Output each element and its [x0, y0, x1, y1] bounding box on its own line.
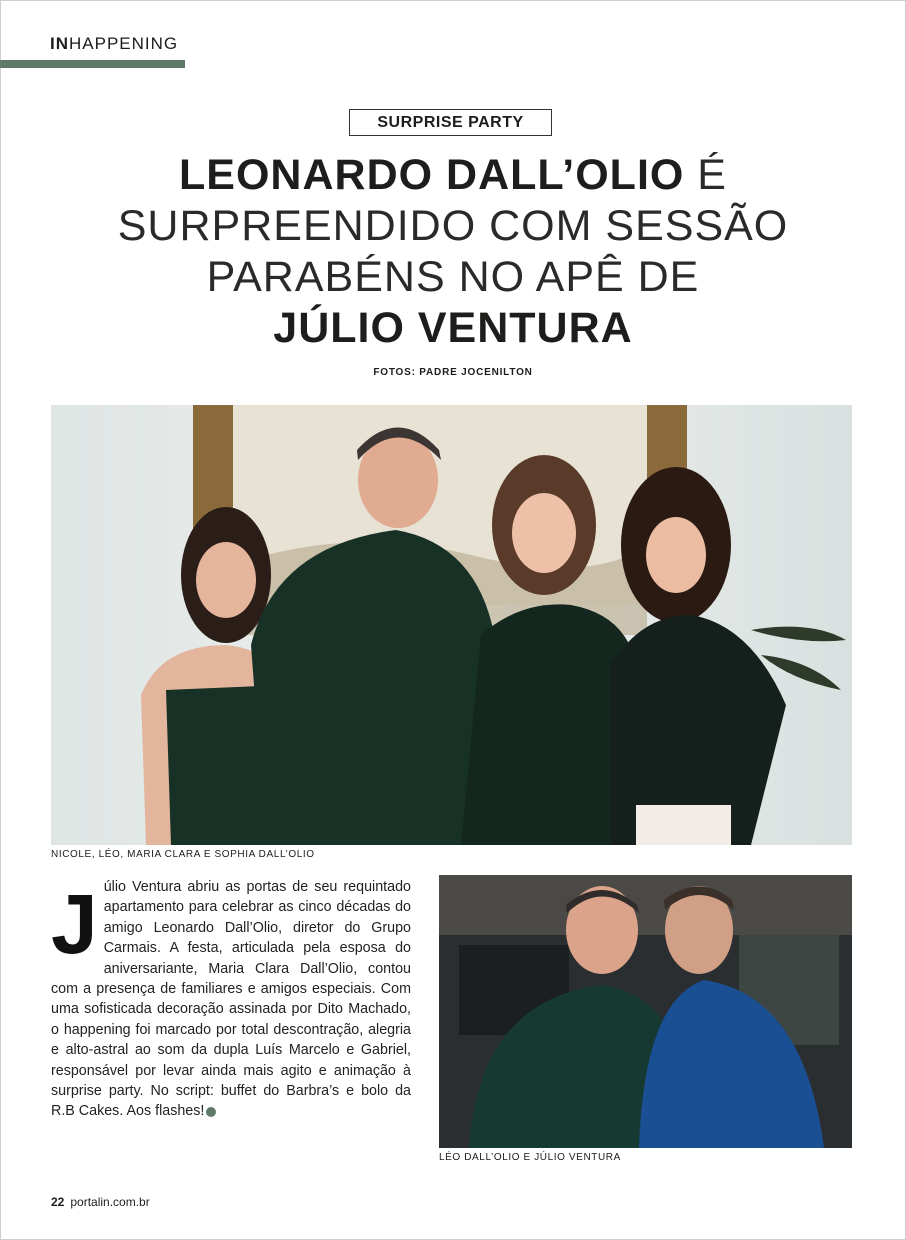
headline-host-name: JÚLIO VENTURA: [273, 304, 633, 352]
headline: [60, 150, 846, 354]
kicker-box: [349, 109, 552, 136]
page-footer: [51, 1195, 150, 1209]
section-label: [50, 34, 178, 54]
group-photo-caption: NICOLE, LÉO, MARIA CLARA E SOPHIA DALL’OLIO: [51, 849, 315, 860]
article-text: úlio Ventura abriu as portas de seu requintado apartamento para celebrar as cinco décadas do amigo Leonardo Dall’Olio, diretor do Grupo Carmais. A festa, articulada pela esposa do aniversariante, Maria Clara Dall’Olio, contou com a presença de familiares e amigos especiais. Com uma sofisticada decoração assinada por Dito Machado, o happening foi marcado por total descontração, alegria e alto-astral ao som da dupla Luís Marcelo e Gabriel, responsável por levar ainda mais agito e animação à surprise party. No script: buffet do Barbra’s e bolo da R.B Cakes. Aos flashes!: [51, 879, 411, 1120]
duo-photo: [439, 875, 852, 1148]
section-label-bold: IN: [50, 34, 69, 53]
drop-cap: J: [51, 877, 98, 971]
section-accent-bar: [0, 60, 185, 68]
section-label-light: HAPPENING: [69, 34, 179, 53]
end-mark-icon: [206, 1107, 216, 1117]
duo-photo-caption: LÉO DALL’OLIO E JÚLIO VENTURA: [439, 1152, 621, 1163]
page-number: 22: [51, 1195, 65, 1209]
headline-name: LEONARDO DALL’OLIO: [179, 151, 685, 199]
duo-photo-illustration: [439, 875, 852, 1148]
group-photo-illustration: [51, 405, 852, 845]
footer-site: portalin.com.br: [70, 1195, 150, 1209]
headline-verb: É: [684, 151, 727, 199]
kicker-text: SURPRISE PARTY: [377, 113, 524, 131]
group-photo: [51, 405, 852, 845]
headline-line-3: PARABÉNS NO APÊ DE: [206, 253, 700, 301]
photo-credit: FOTOS: PADRE JOCENILTON: [373, 367, 533, 378]
article-body: [51, 877, 411, 1122]
headline-line-2: SURPREENDIDO COM SESSÃO: [117, 202, 789, 250]
